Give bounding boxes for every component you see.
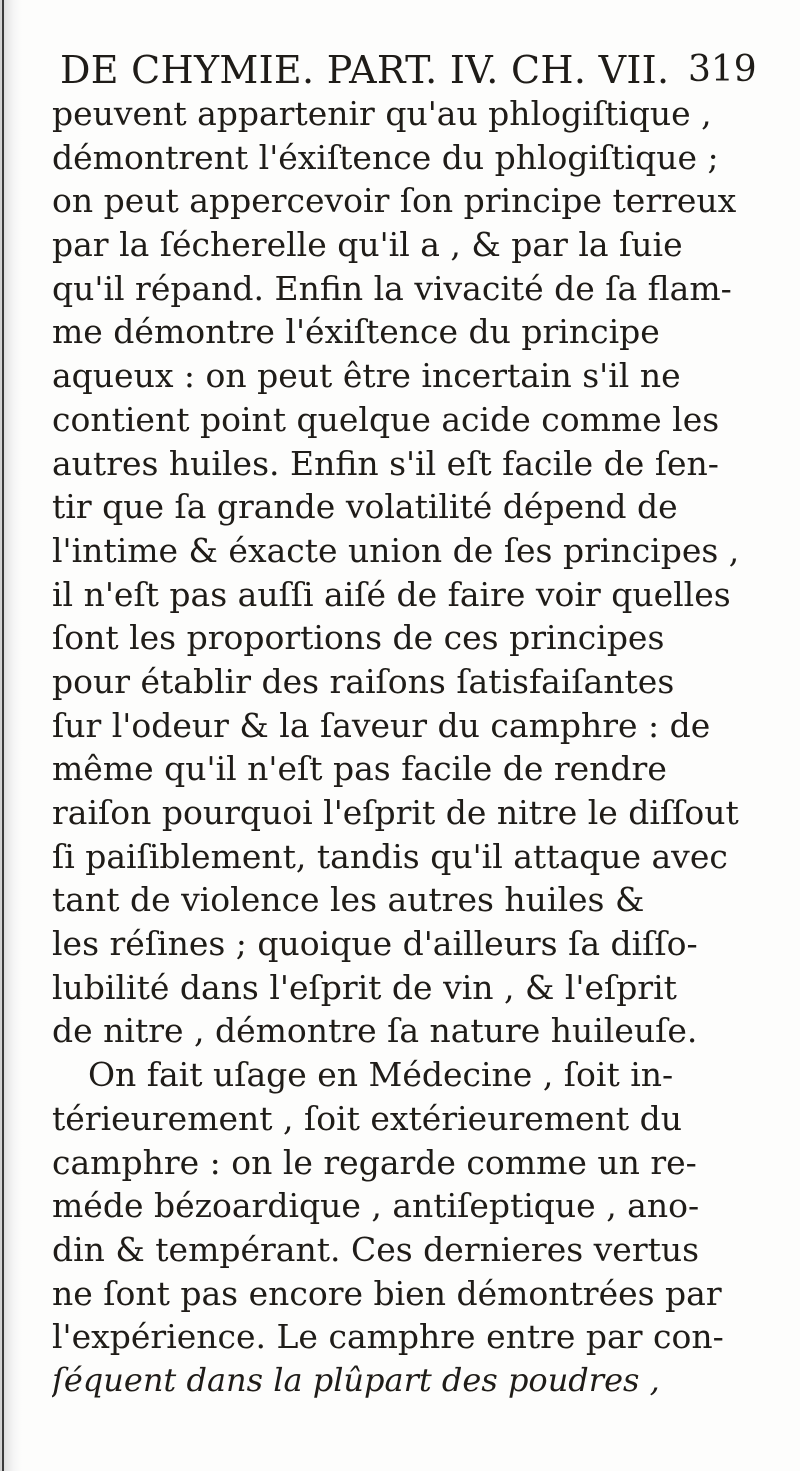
- text-line: lubilité dans l'eſprit de vin , & l'eſprit: [52, 967, 677, 1007]
- running-head: DE CHYMIE. PART. IV. CH. VII.: [60, 48, 670, 92]
- text-line: de nitre , démontre ſa nature huileuſe.: [52, 1011, 698, 1051]
- text-line: les réſines ; quoique d'ailleurs ſa diſſo-: [52, 924, 698, 964]
- text-line: il n'eſt pas auſſi aiſé de faire voir quelles: [52, 574, 731, 614]
- text-line: autres huiles. Enfin s'il eſt facile de ſen-: [52, 443, 719, 483]
- body-text: [52, 92, 782, 1403]
- text-line: raiſon pourquoi l'eſprit de nitre le diſſout: [52, 793, 739, 832]
- text-line: contient point quelque acide comme les: [52, 399, 720, 439]
- text-line: ſur l'odeur & la ſaveur du camphre : de: [52, 705, 711, 745]
- paragraph-start-line: On fait uſage en Médecine , ſoit in-: [88, 1055, 674, 1095]
- text-line: ſi paiſiblement, tandis qu'il attaque avec: [52, 836, 728, 876]
- text-line: din & tempérant. Ces dernieres vertus: [52, 1229, 700, 1269]
- text-line: aqueux : on peut être incertain s'il ne: [52, 356, 681, 396]
- text-line: ne ſont pas encore bien démontrées par: [52, 1273, 722, 1313]
- text-line: l'intime & éxacte union de ſes principes ,: [52, 530, 740, 570]
- text-line: même qu'il n'eſt pas facile de rendre: [52, 749, 667, 789]
- page-number: 319: [688, 49, 757, 90]
- text-line: pour établir des raiſons ſatisfaiſantes: [52, 661, 675, 701]
- text-line: méde bézoardique , antiſeptique , ano-: [52, 1186, 700, 1226]
- text-line: camphre : on le regarde comme un re-: [52, 1142, 697, 1182]
- text-line: on peut appercevoir ſon principe terreux: [52, 181, 737, 221]
- text-line: peuvent appartenir qu'au phlogiſtique ,: [52, 94, 712, 133]
- text-line: l'expérience. Le camphre entre par con-: [52, 1317, 724, 1357]
- text-line: démontrent l'éxiſtence du phlogiſtique ;: [52, 137, 719, 177]
- text-line: tir que ſa grande volatilité dépend de: [52, 487, 678, 527]
- binding-edge: [2, 0, 4, 1471]
- text-line: me démontre l'éxiſtence du principe: [52, 312, 660, 352]
- text-line: par la ſécherelle qu'il a , & par la ſuie: [52, 225, 683, 265]
- text-line: tant de violence les autres huiles &: [52, 880, 645, 920]
- text-line: qu'il répand. Enfin la vivacité de ſa flam-: [52, 268, 732, 308]
- text-line: ſont les proportions de ces principes: [52, 618, 665, 658]
- text-line-italic: ſéquent dans la plûpart des poudres ,: [52, 1360, 660, 1399]
- text-line: térieurement , ſoit extérieurement du: [52, 1098, 682, 1138]
